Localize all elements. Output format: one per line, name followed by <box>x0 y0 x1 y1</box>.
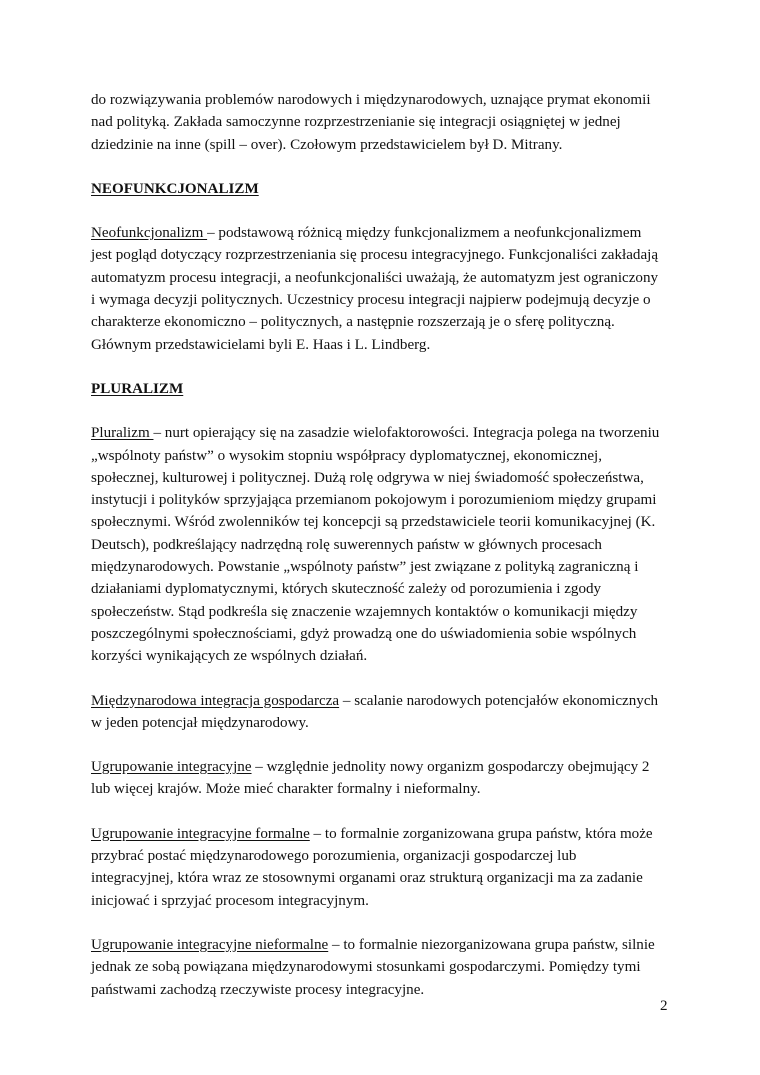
text-line: automatyzm procesu integracji, a neofunkcjonaliści uważają, że automatyzm jest ograniczony <box>91 269 659 286</box>
text-line <box>91 756 676 778</box>
definition-text: – to formalnie niezorganizowana grupa państw, silnie <box>328 936 655 953</box>
text-line: państwami zachodzą rzeczywiste procesy integracyjne. <box>91 981 425 998</box>
text-line: korzyści wynikających ze wspólnych działań. <box>91 648 368 665</box>
text-line: instytucji i polityków sprzyjająca przemianom pokojowym i porozumieniom między grupami <box>91 492 657 509</box>
intro-paragraph <box>91 89 676 156</box>
definition-text: – podstawową różnicą między funkcjonalizmem a neofunkcjonalizmem <box>207 225 642 242</box>
text-line: dziedzinie na inne (spill – over). Czołowym przedstawicielem był D. Mitrany. <box>91 136 563 153</box>
miedzynarodowa-integracja-paragraph <box>91 690 676 735</box>
text-line: charakterze ekonomiczno – politycznych, a następnie rozszerzają je o sferę polityczną. <box>91 314 615 331</box>
ugrupowanie-paragraph <box>91 756 676 801</box>
text-line: do rozwiązywania problemów narodowych i międzynarodowych, uznające prymat ekonomii <box>91 92 651 108</box>
definition-text: – nurt opierający się na zasadzie wielofaktorowości. Integracja polega na tworzeniu <box>153 425 660 442</box>
text-line: społeczeństw. Stąd podkreśla się znaczenie wzajemnych kontaktów o komunikacji między <box>91 603 638 620</box>
text-line: przybrać postać międzynarodowego porozumienia, organizacji gospodarczej lub <box>91 848 577 865</box>
text-line: jest pogląd dotyczący rozprzestrzeniania się procesu integracyjnego. Funkcjonaliści zakładają <box>91 247 659 264</box>
text-line: integracyjnej, która wraz ze stosownymi organami oraz strukturą organizacji ma za zadanie <box>91 870 643 887</box>
text-line <box>91 222 676 244</box>
ugrupowanie-formalne-paragraph <box>91 823 676 912</box>
text-line: poszczególnymi społecznościami, gdyż prowadzą one do uświadomienia sobie wspólnych <box>91 625 637 642</box>
term-miedzynarodowa-integracja: Międzynarodowa integracja gospodarcza <box>91 692 340 709</box>
term-neofunkcjonalizm: Neofunkcjonalizm <box>91 225 208 242</box>
text-line: nad polityką. Zakłada samoczynne rozprzestrzenianie się integracji osiągniętej w jednej <box>91 114 621 131</box>
text-line: społecznej, kulturowej i politycznej. Dużą rolę odgrywa w niej świadomość społeczeństwa, <box>91 469 644 486</box>
definition-text: – to formalnie zorganizowana grupa państw, która może <box>309 825 653 842</box>
definition-text: – względnie jednolity nowy organizm gospodarczy obejmujący 2 <box>251 759 650 776</box>
term-pluralizm: Pluralizm <box>91 425 154 442</box>
page-number: 2 <box>660 998 668 1014</box>
text-line <box>91 934 676 956</box>
text-line: działaniami dyplomatycznymi, których skuteczność zależy od porozumienia i zgody <box>91 581 602 598</box>
text-line: inicjować i sprzyjać procesom integracyjnym. <box>91 892 369 909</box>
text-line <box>91 690 676 712</box>
term-ugrupowanie: Ugrupowanie integracyjne <box>91 759 252 776</box>
neofunkcjonalizm-paragraph <box>91 222 676 356</box>
text-line: w jeden potencjał międzynarodowy. <box>91 714 309 731</box>
text-line <box>91 422 676 444</box>
text-line: Deutsch), podkreślający nadrzędną rolę suwerennych państw w głównych procesach <box>91 536 602 553</box>
text-line: Głównym przedstawicielami byli E. Haas i L. Lindberg. <box>91 336 431 353</box>
neofunkcjonalizm-heading: NEOFUNKCJONALIZM <box>91 180 259 197</box>
text-line: lub więcej krajów. Może mieć charakter formalny i nieformalny. <box>91 781 481 798</box>
text-line: „wspólnoty państw” o wysokim stopniu współpracy dyplomatycznej, ekonomicznej, <box>91 447 602 464</box>
text-line <box>91 823 676 845</box>
text-line: jednak ze sobą powiązana międzynarodowymi stosunkami gospodarczymi. Pomiędzy tymi <box>91 959 641 976</box>
text-line: międzynarodowych. Powstanie „wspólnoty państw” jest związane z polityką zagraniczną i <box>91 559 639 576</box>
pluralizm-heading: PLURALIZM <box>91 380 184 397</box>
term-ugrupowanie-formalne: Ugrupowanie integracyjne formalne <box>91 825 310 842</box>
definition-text: – scalanie narodowych potencjałów ekonomicznych <box>339 692 659 709</box>
page-content <box>91 89 676 1001</box>
term-ugrupowanie-nieformalne: Ugrupowanie integracyjne nieformalne <box>91 936 329 953</box>
text-line: społecznymi. Wśród zwolenników tej koncepcji są przedstawiciele teorii komunikacyjnej (K. <box>91 514 656 531</box>
ugrupowanie-nieformalne-paragraph <box>91 934 676 1001</box>
text-line: i wymaga decyzji politycznych. Uczestnicy procesu integracji najpierw podejmują decyzje o <box>91 292 651 309</box>
pluralizm-paragraph <box>91 422 676 667</box>
